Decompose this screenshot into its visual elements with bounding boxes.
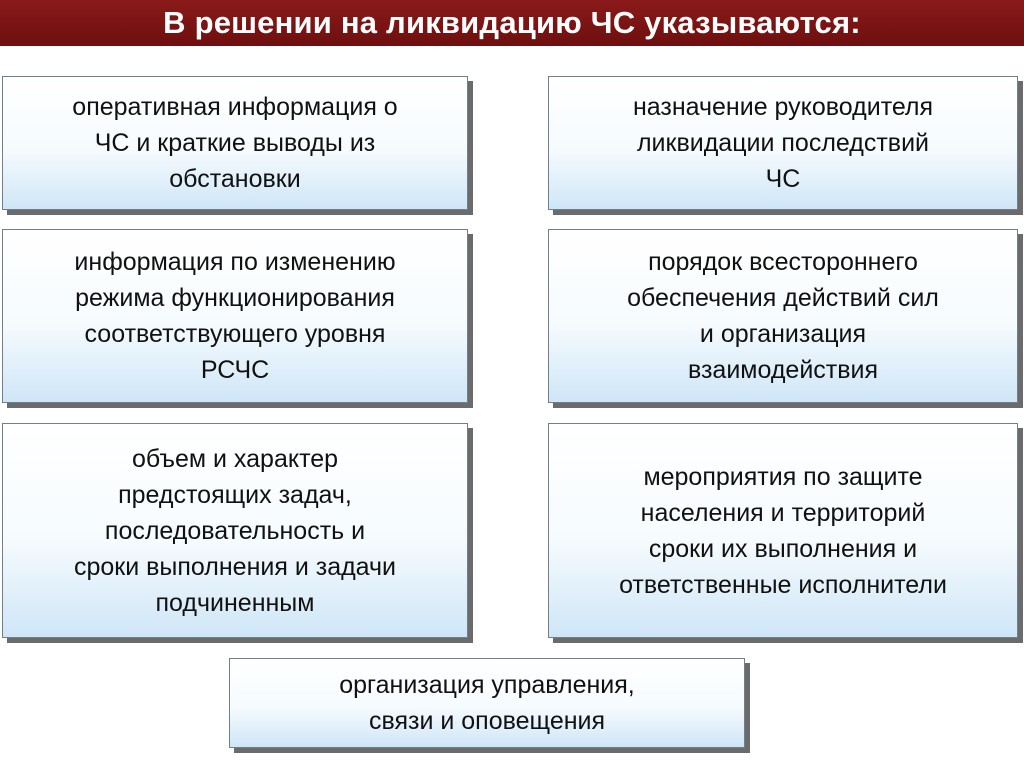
box-mode-change-info	[2, 229, 468, 403]
box-text: организация управления, связи и оповещения	[339, 671, 635, 735]
box-text: информация по изменению режима функционирования соответствующего уровня РСЧС	[74, 248, 396, 384]
box-text: порядок всестороннего обеспечения действий сил и организация взаимодействия	[627, 248, 939, 384]
box-text: мероприятия по защите населения и территорий сроки их выполнения и ответственные исполнители	[619, 462, 947, 599]
box-support-order	[548, 229, 1018, 403]
box-text: объем и характер предстоящих задач, последовательность и сроки выполнения и задачи подчиненным	[73, 444, 397, 617]
box-protection-measures	[548, 423, 1018, 638]
page-title: В решении на ликвидацию ЧС указываются:	[163, 5, 861, 40]
box-text: назначение руководителя ликвидации последствий ЧС	[632, 93, 934, 193]
box-tasks-scope	[2, 423, 468, 638]
title-bar	[0, 0, 1024, 46]
box-text: оперативная информация о ЧС и краткие выводы из обстановки	[72, 93, 398, 193]
box-management-organization	[229, 658, 745, 748]
box-operational-info	[2, 76, 468, 210]
box-head-appointment	[548, 76, 1018, 210]
